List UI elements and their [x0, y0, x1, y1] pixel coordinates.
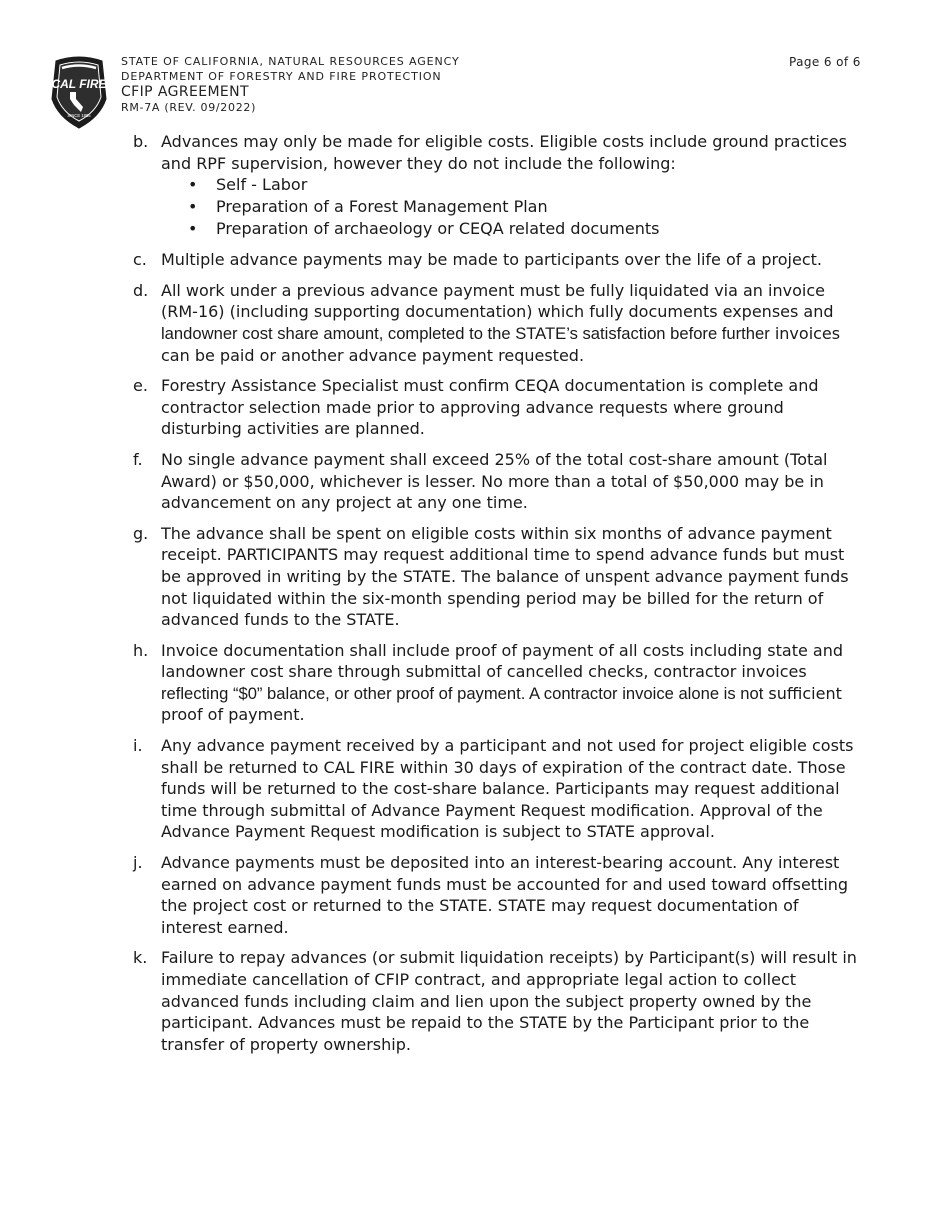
item-letter: g.	[133, 523, 149, 543]
list-item-b	[133, 131, 863, 240]
bullet-icon: •	[188, 175, 198, 195]
item-letter: f.	[133, 449, 143, 469]
form-title: CFIP AGREEMENT	[121, 84, 249, 100]
advance-payment-terms-list	[133, 131, 863, 1064]
list-item-k	[133, 947, 863, 1055]
item-text-alt: reflecting “$0” balance, or other proof of payment. A contractor invoice alone is not	[161, 683, 764, 703]
item-text: Failure to repay advances (or submit liquidation receipts) by Participant(s) will result in immediate cancellation of CFIP contract, and appropriate legal action to collect advanced funds including claim and lien upon the subject property owned by the participant. Advances must be repaid to the STATE by the Participant prior to the transfer of property ownership.	[161, 948, 857, 1054]
list-item-d	[133, 280, 863, 366]
list-item-h	[133, 640, 863, 726]
list-item-c	[133, 249, 863, 271]
cal-fire-shield-icon	[50, 55, 108, 129]
item-text: Advance payments must be deposited into an interest-bearing account. Any interest earned on advance payment funds must be accounted for and used toward offsetting the project cost or returned to the STATE. STATE may request documentation of interest earned.	[161, 853, 849, 937]
bullet-icon: •	[188, 219, 198, 239]
logo-since: SINCE 1885	[67, 113, 91, 118]
bullet-item	[188, 174, 863, 196]
item-text: invoices can be paid or another advance payment requested.	[161, 323, 841, 365]
list-item-f	[133, 449, 863, 514]
item-letter: d.	[133, 280, 149, 300]
item-letter: k.	[133, 948, 148, 968]
department-line: DEPARTMENT OF FORESTRY AND FIRE PROTECTION	[121, 69, 442, 83]
bullet-text: Preparation of a Forest Management Plan	[216, 197, 548, 217]
list-item-e	[133, 375, 863, 440]
bullet-item	[188, 196, 863, 218]
page-number: Page 6 of 6	[789, 55, 861, 69]
item-text: All work under a previous advance payment must be fully liquidated via an invoice (RM-16) (including supporting documentation) which fully documents expenses and	[161, 280, 834, 322]
ineligible-costs-list	[161, 174, 863, 240]
form-number: RM-7A (REV. 09/2022)	[121, 101, 257, 114]
agency-line: STATE OF CALIFORNIA, NATURAL RESOURCES AGENCY	[121, 55, 460, 68]
item-text: The advance shall be spent on eligible costs within six months of advance payment receipt. PARTICIPANTS may request additional time to spend advance funds but must be approved in writing by the STATE. The balance of unspent advance payment funds not liquidated within the six-month spending period may be billed for the return of advanced funds to the STATE.	[161, 523, 849, 630]
bullet-icon: •	[188, 197, 198, 217]
item-letter: i.	[133, 736, 143, 756]
bullet-item	[188, 218, 863, 240]
item-text: Multiple advance payments may be made to participants over the life of a project.	[161, 250, 822, 270]
bullet-text: Preparation of archaeology or CEQA related documents	[216, 219, 660, 239]
item-letter: e.	[133, 376, 148, 396]
item-text-alt: landowner cost share amount, completed to the STATE’s satisfaction before further	[161, 323, 770, 343]
item-letter: j.	[133, 853, 143, 873]
list-item-g	[133, 523, 863, 631]
bullet-text: Self - Labor	[216, 175, 308, 195]
item-letter: h.	[133, 640, 149, 660]
list-item-j	[133, 852, 863, 938]
item-text: No single advance payment shall exceed 25% of the total cost-share amount (Total Award) or $50,000, whichever is lesser. No more than a total of $50,000 may be in advancement on any project at any one time.	[161, 449, 828, 513]
item-text: Invoice documentation shall include proof of payment of all costs including state and landowner cost share through submittal of cancelled checks, contractor invoices	[161, 640, 843, 682]
document-header	[121, 55, 460, 116]
item-text: Advances may only be made for eligible costs. Eligible costs include ground practices and RPF supervision, however they do not include the following:	[161, 132, 847, 173]
item-letter: b.	[133, 132, 149, 151]
list-item-i	[133, 735, 863, 843]
item-text: sufficient proof of payment.	[161, 683, 842, 725]
item-text: Any advance payment received by a participant and not used for project eligible costs shall be returned to CAL FIRE within 30 days of expiration of the contract date. Those funds will be returned to the cost-share balance. Participants may request additional time through submittal of Advance Payment Request modification. Approval of the Advance Payment Request modification is subject to STATE approval.	[161, 736, 854, 842]
item-text: Forestry Assistance Specialist must confirm CEQA documentation is complete and contractor selection made prior to approving advance requests where ground disturbing activities are planned.	[161, 376, 819, 439]
item-letter: c.	[133, 250, 147, 270]
logo-text-cal: CAL FIRE	[51, 77, 107, 91]
